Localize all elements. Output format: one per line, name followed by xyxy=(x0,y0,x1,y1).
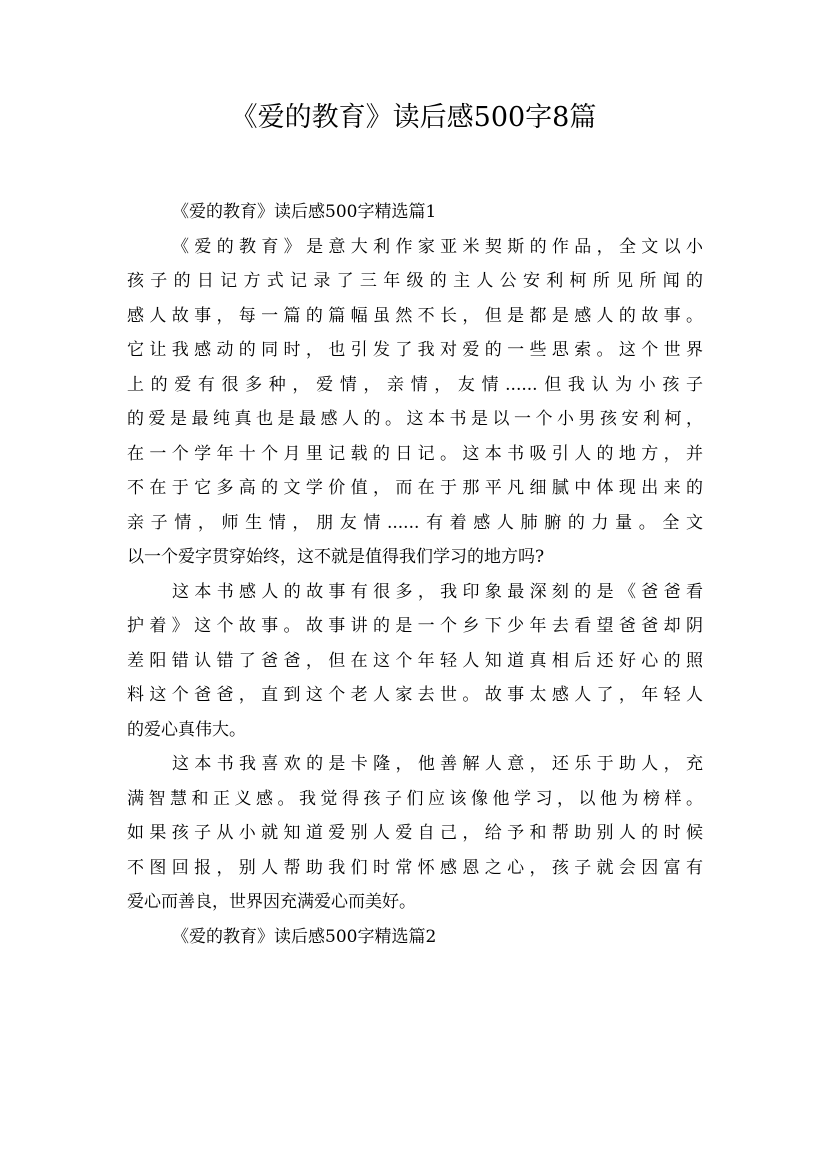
section-heading-2: 《爱的教育》读后感500字精选篇2 xyxy=(172,926,437,947)
paragraph-line: 爱心而善良，世界因充满爱心而美好。 xyxy=(127,892,416,912)
paragraph-line: 在一个学年十个月里记载的日记。这本书吸引人的地方，并 xyxy=(127,443,703,464)
paragraph-line: 感人故事，每一篇的篇幅虽然不长，但是都是感人的故事。 xyxy=(127,305,703,326)
document-title: 《爱的教育》读后感500字8篇 xyxy=(230,102,597,133)
paragraph-line: 不图回报，别人帮助我们时常怀感恩之心，孩子就会因富有 xyxy=(127,857,703,878)
paragraph-line: 这本书感人的故事有很多，我印象最深刻的是《爸爸看 xyxy=(172,581,703,602)
document-body xyxy=(127,195,703,954)
paragraph-line: 的爱是最纯真也是最感人的。这本书是以一个小男孩安利柯， xyxy=(127,409,703,429)
paragraph-line: 上的爱有很多种，爱情，亲情，友情......但我认为小孩子 xyxy=(127,374,703,395)
paragraph-line: 满智慧和正义感。我觉得孩子们应该像他学习，以他为榜样。 xyxy=(127,788,703,809)
paragraph-line: 它让我感动的同时，也引发了我对爱的一些思索。这个世界 xyxy=(127,340,703,360)
section-heading-1: 《爱的教育》读后感500字精选篇1 xyxy=(172,202,437,222)
paragraph-line: 如果孩子从小就知道爱别人爱自己，给予和帮助别人的时候 xyxy=(127,823,703,843)
paragraph-line: 护着》这个故事。故事讲的是一个乡下少年去看望爸爸却阴 xyxy=(127,616,703,636)
paragraph-line: 不在于它多高的文学价值，而在于那平凡细腻中体现出来的 xyxy=(127,478,703,498)
paragraph-line: 差阳错认错了爸爸，但在这个年轻人知道真相后还好心的照 xyxy=(127,650,703,671)
paragraph-line: 《爱的教育》是意大利作家亚米契斯的作品，全文以小 xyxy=(172,236,703,257)
paragraph-line: 料这个爸爸，直到这个老人家去世。故事太感人了，年轻人 xyxy=(127,685,703,705)
paragraph-line: 亲子情，师生情，朋友情......有着感人肺腑的力量。全文 xyxy=(127,512,703,533)
paragraph-line: 以一个爱字贯穿始终，这不就是值得我们学习的地方吗? xyxy=(127,547,545,567)
paragraph-line: 这本书我喜欢的是卡隆，他善解人意，还乐于助人，充 xyxy=(172,754,703,774)
paragraph-line: 的爱心真伟大。 xyxy=(127,719,246,740)
paragraph-line: 孩子的日记方式记录了三年级的主人公安利柯所见所闻的 xyxy=(127,271,703,291)
